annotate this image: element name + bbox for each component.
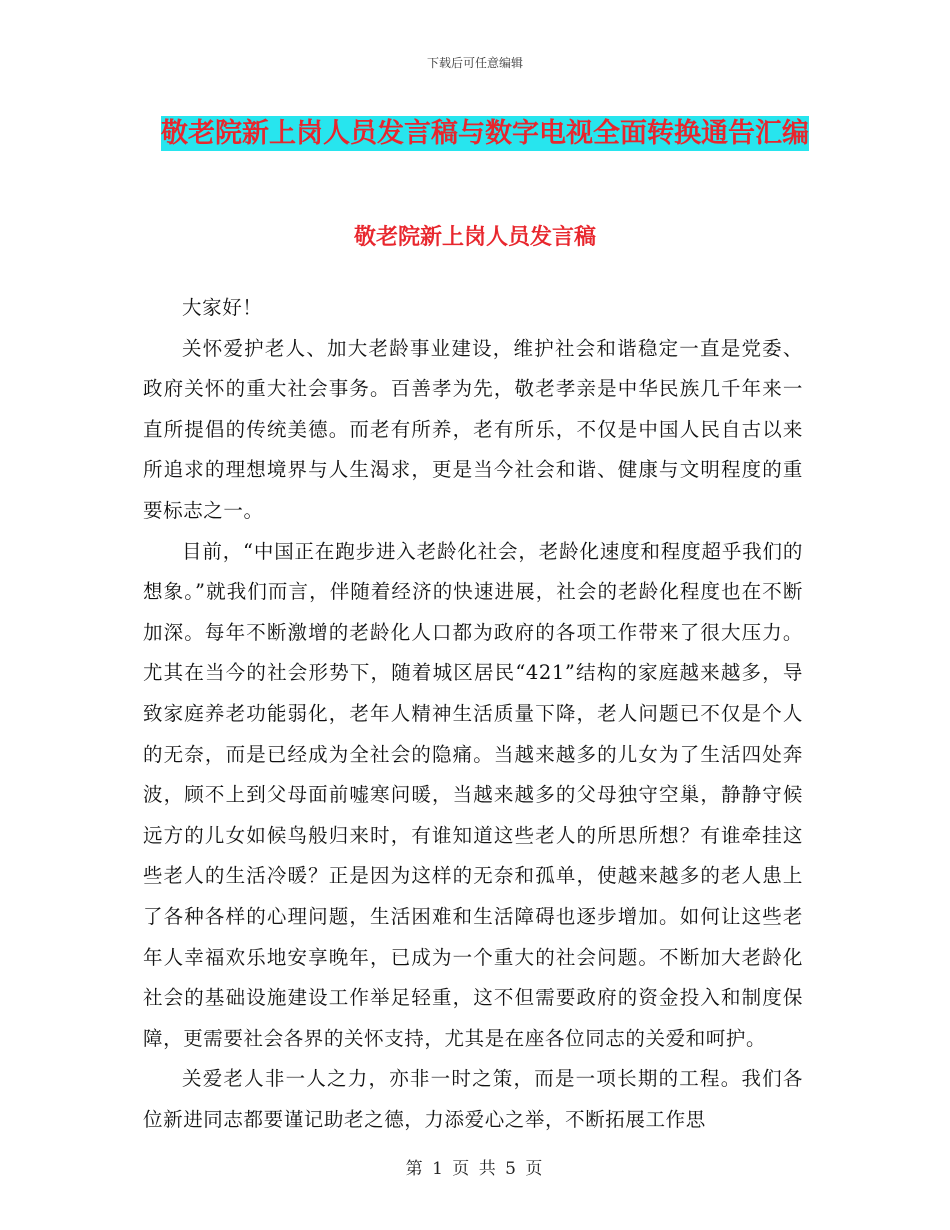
header-note: 下载后可任意编辑 — [426, 56, 523, 70]
document-title-text: 敬老院新上岗人员发言稿与数字电视全面转换通告汇编 — [161, 118, 809, 149]
document-title — [150, 110, 820, 158]
body-text — [143, 288, 803, 1140]
paragraph: 关怀爱护老人、加大老龄事业建设，维护社会和谐稳定一直是党委、政府关怀的重大社会事务。百善孝为先，敬老孝亲是中华民族几千年来一直所提倡的传统美德。而老有所养，老有所乐，不仅是中国人民自古以来所追求的理想境界与人生渴求，更是当今社会和谐、健康与文明程度的重要标志之一。 — [143, 336, 803, 522]
section-title: 敬老院新上岗人员发言稿 — [353, 225, 596, 250]
paragraph-greeting: 大家好！ — [182, 296, 263, 319]
page-number-footer: 第 1 页 共 5 页 — [405, 1159, 545, 1179]
paragraph: 目前，“中国正在跑步进入老龄化社会，老龄化速度和程度超乎我们的想象。”就我们而言，伴随着经济的快速进展，社会的老龄化程度也在不断加深。每年不断激增的老龄化人口都为政府的各项工作带来了很大压力。尤其在当今的社会形势下，随着城区居民“421”结构的家庭越来越多，导致家庭养老功能弱化，老年人精神生活质量下降，老人问题已不仅是个人的无奈，而是已经成为全社会的隐痛。当越来越多的儿女为了生活四处奔波，顾不上到父母面前嘘寒问暖，当越来越多的父母独守空巢，静静守候远方的儿女如候鸟般归来时，有谁知道这些老人的所思所想？有谁牵挂这些老人的生活冷暖？正是因为这样的无奈和孤单，使越来越多的老人患上了各种各样的心理问题，生活困难和生活障碍也逐步增加。如何让这些老年人幸福欢乐地安享晚年，已成为一个重大的社会问题。不断加大老龄化社会的基础设施建设工作举足轻重，这不但需要政府的资金投入和制度保障，更需要社会各界的关怀支持，尤其是在座各位同志的关爱和呵护。 — [143, 539, 803, 1050]
paragraph: 关爱老人非一人之力，亦非一时之策，而是一项长期的工程。我们各位新进同志都要谨记助老之德，力添爱心之举，不断拓展工作思 — [143, 1067, 803, 1131]
